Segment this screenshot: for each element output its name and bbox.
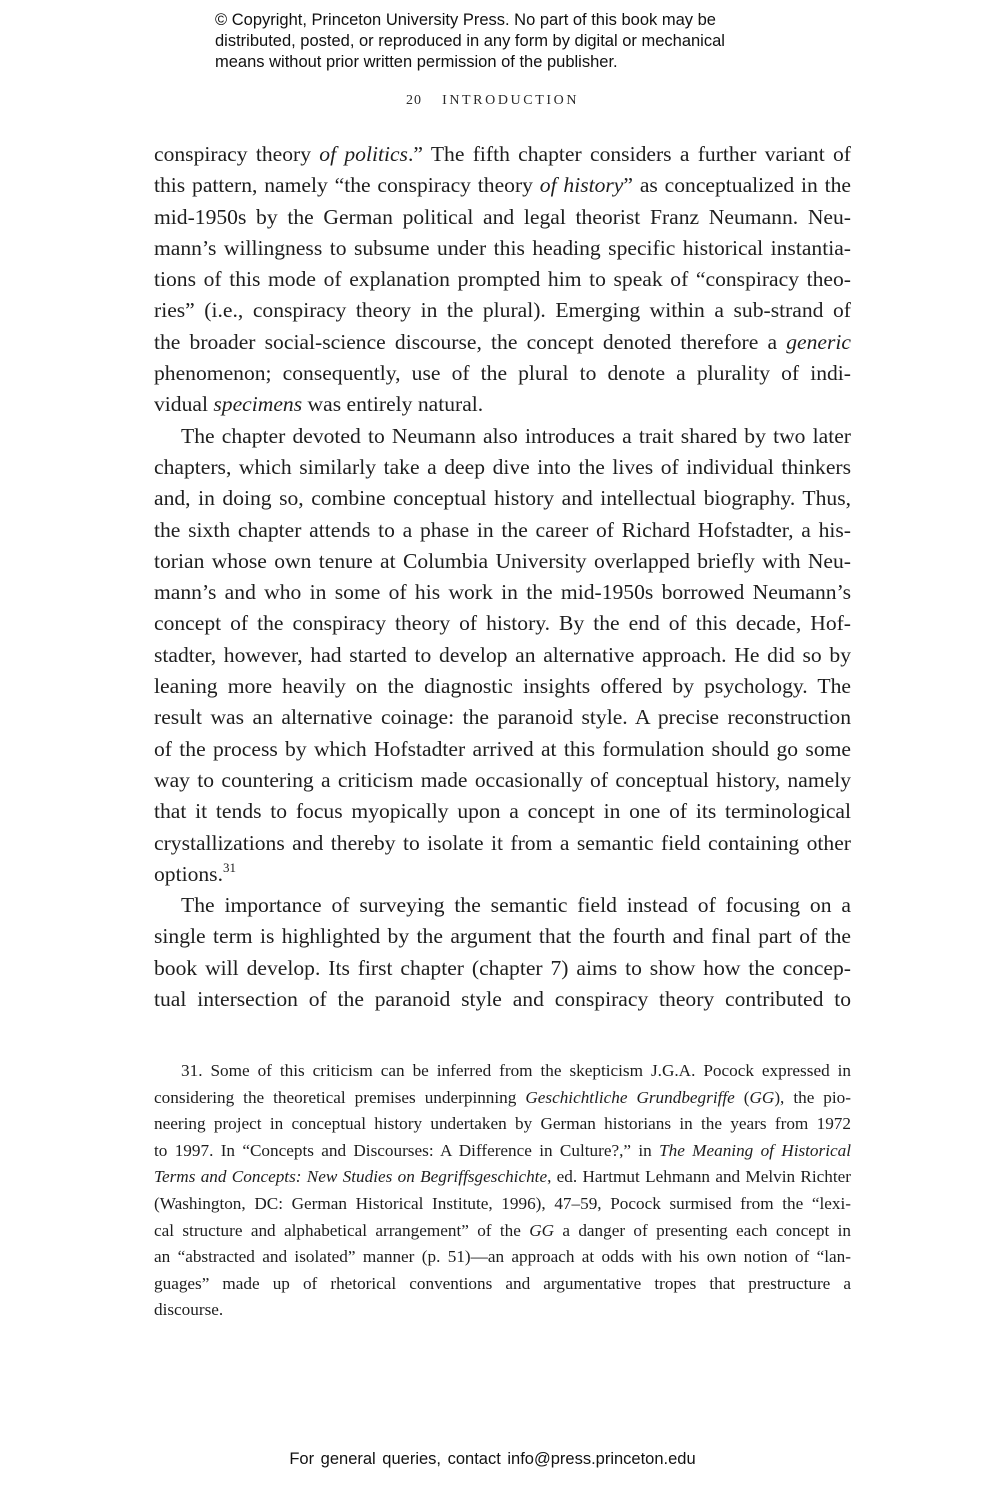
running-title: INTRODUCTION xyxy=(442,93,580,108)
body-line: this pattern, namely “the conspiracy theory of history” as conceptualized in the xyxy=(154,173,851,198)
copyright-line: means without prior written permission of the publisher. xyxy=(215,53,618,71)
body-line: phenomenon; consequently, use of the plural to denote a plurality of indi- xyxy=(154,361,851,386)
copyright-notice xyxy=(215,10,815,73)
body-line: the sixth chapter attends to a phase in the career of Richard Hofstadter, a his- xyxy=(154,517,851,542)
body-line: mann’s willingness to subsume under this heading specific historical instantia- xyxy=(154,235,851,260)
body-line: tions of this mode of explanation prompted him to speak of “conspiracy theo- xyxy=(154,267,851,292)
body-text xyxy=(154,139,851,1015)
footnote-line: guages” made up of rhetorical conventions and argumentative tropes that prestructure a xyxy=(154,1273,851,1293)
body-line: stadter, however, had started to develop an alternative approach. He did so by xyxy=(154,642,851,667)
footnote-line: an “abstracted and isolated” manner (p. 51)—an approach at odds with his own notion of “lan- xyxy=(154,1247,851,1267)
footnotes xyxy=(154,1058,851,1324)
body-line: book will develop. Its first chapter (chapter 7) aims to show how the concep- xyxy=(154,955,851,980)
body-line: mann’s and who in some of his work in the mid-1950s borrowed Neumann’s xyxy=(154,580,851,605)
footnote-line: cal structure and alphabetical arrangement” of the GG a danger of presenting each concept in xyxy=(154,1220,851,1240)
body-line: conspiracy theory of politics.” The fifth chapter considers a further variant of xyxy=(154,142,851,166)
footnote-line: (Washington, DC: German Historical Institute, 1996), 47–59, Pocock surmised from the “lexi- xyxy=(154,1193,851,1213)
body-line: The chapter devoted to Neumann also introduces a trait shared by two later xyxy=(181,423,851,448)
footer-contact: For general queries, contact info@press.princeton.edu xyxy=(289,1450,696,1468)
body-line: the broader social-science discourse, the concept denoted therefore a generic xyxy=(154,329,851,354)
page-number: 20 xyxy=(405,93,422,108)
body-line: crystallizations and thereby to isolate it from a semantic field containing other xyxy=(154,830,851,855)
copyright-line: © Copyright, Princeton University Press. No part of this book may be xyxy=(215,11,716,29)
body-line: torian whose own tenure at Columbia University overlapped briefly with Neu- xyxy=(154,548,851,573)
body-line: and, in doing so, combine conceptual history and intellectual biography. Thus, xyxy=(154,486,851,511)
body-line: leaning more heavily on the diagnostic insights offered by psychology. The xyxy=(154,674,851,699)
body-line: options.$^{31}$ xyxy=(154,859,236,886)
body-line: ries” (i.e., conspiracy theory in the plural). Emerging within a sub-strand of xyxy=(154,298,851,323)
footnote-line: discourse. xyxy=(154,1300,224,1320)
body-line: result was an alternative coinage: the paranoid style. A precise reconstruction xyxy=(154,705,851,730)
footnote-line: Terms and Concepts: New Studies on Begriffsgeschichte, ed. Hartmut Lehmann and Melvin Richter xyxy=(154,1167,851,1187)
copyright-line: distributed, posted, or reproduced in any form by digital or mechanical xyxy=(215,32,725,50)
body-line: that it tends to focus myopically upon a concept in one of its terminological xyxy=(154,799,851,824)
body-line: vidual specimens was entirely natural. xyxy=(154,392,484,417)
body-line: of the process by which Hofstadter arrived at this formulation should go some xyxy=(154,736,851,761)
body-line: way to countering a criticism made occasionally of conceptual history, namely xyxy=(154,767,851,792)
footnote-line: neering project in conceptual history undertaken by German historians in the years from 1972 xyxy=(154,1114,851,1134)
body-line: The importance of surveying the semantic field instead of focusing on a xyxy=(181,893,851,918)
footnote-line: considering the theoretical premises underpinning Geschichtliche Grundbegriffe (GG), the pio- xyxy=(154,1087,851,1107)
body-line: tual intersection of the paranoid style and conspiracy theory contributed to xyxy=(154,987,851,1012)
body-line: mid-1950s by the German political and legal theorist Franz Neumann. Neu- xyxy=(154,204,851,229)
running-head xyxy=(0,93,985,109)
body-line: concept of the conspiracy theory of history. By the end of this decade, Hof- xyxy=(154,611,851,636)
footnote-line: 31. Some of this criticism can be inferred from the skepticism J.G.A. Pocock expressed in xyxy=(181,1061,851,1080)
body-line: single term is highlighted by the argument that the fourth and final part of the xyxy=(154,924,851,949)
body-line: chapters, which similarly take a deep dive into the lives of individual thinkers xyxy=(154,454,851,479)
footnote-line: to 1997. In “Concepts and Discourses: A Difference in Culture?,” in The Meaning of Historical xyxy=(154,1140,851,1160)
